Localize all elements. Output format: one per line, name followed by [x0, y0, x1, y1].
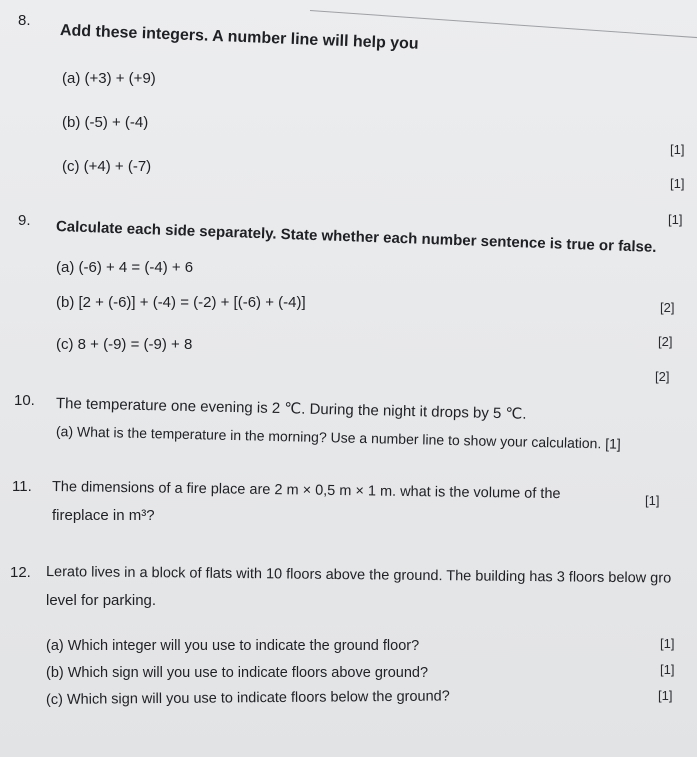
q8-mark-a: [1]: [670, 142, 685, 157]
q10-number: 10.: [14, 392, 35, 409]
q8-mark-b: [1]: [670, 176, 685, 191]
q9-mark-b: [2]: [658, 334, 673, 349]
q8-part-c: (c) (+4) + (-7): [62, 158, 152, 175]
q9-instruction: [56, 218, 657, 256]
q12-text: Lerato lives in a block of flats with 10 floors above the ground. The building has 3 floors below gro: [45, 564, 672, 587]
q12-mark-a: [1]: [660, 636, 675, 651]
q8-part-a: (a) (+3) + (+9): [62, 70, 156, 87]
q8-number: 8.: [18, 12, 31, 29]
q11-text-2: fireplace in m³?: [52, 507, 155, 524]
q10-text: The temperature one evening is 2 ℃. During the night it drops by 5 ℃.: [55, 395, 527, 423]
q9-part-a: (a) (-6) + 4 = (-4) + 6: [56, 259, 194, 276]
q8-instruction: Add these integers. A number line will help you: [59, 22, 419, 53]
q9-mark-a: [2]: [660, 300, 675, 315]
q8-mark-c: [1]: [668, 212, 683, 227]
q9-part-b: (b) [2 + (-6)] + (-4) = (-2) + [(-6) + (-4)]: [56, 294, 306, 311]
q10-part-a: (a) What is the temperature in the morning? Use a number line to show your calculation. [1]: [55, 423, 621, 452]
q9-number: 9.: [18, 212, 31, 229]
q12-text-2: level for parking.: [46, 592, 157, 609]
q12-part-c: (c) Which sign will you use to indicate floors below the ground?: [45, 688, 450, 708]
q8-part-b: (b) (-5) + (-4): [62, 114, 149, 131]
q12-mark-c: [1]: [658, 688, 673, 703]
q11-text: The dimensions of a fire place are 2 m × 0,5 m × 1 m. what is the volume of the: [51, 479, 561, 503]
q9-mark-c: [2]: [655, 369, 670, 384]
q12-part-a: (a) Which integer will you use to indicate the ground floor?: [46, 638, 420, 654]
q12-mark-b: [1]: [660, 662, 675, 677]
q12-number: 12.: [10, 564, 31, 581]
q11-mark: [1]: [645, 493, 660, 508]
q12-part-b: (b) Which sign will you use to indicate floors above ground?: [46, 665, 429, 681]
q9-instruction-text: Calculate each side separately. State whether each number sentence is true or false.: [55, 218, 657, 256]
q11-number: 11.: [12, 478, 32, 495]
q9-part-c: (c) 8 + (-9) = (-9) + 8: [56, 336, 193, 353]
